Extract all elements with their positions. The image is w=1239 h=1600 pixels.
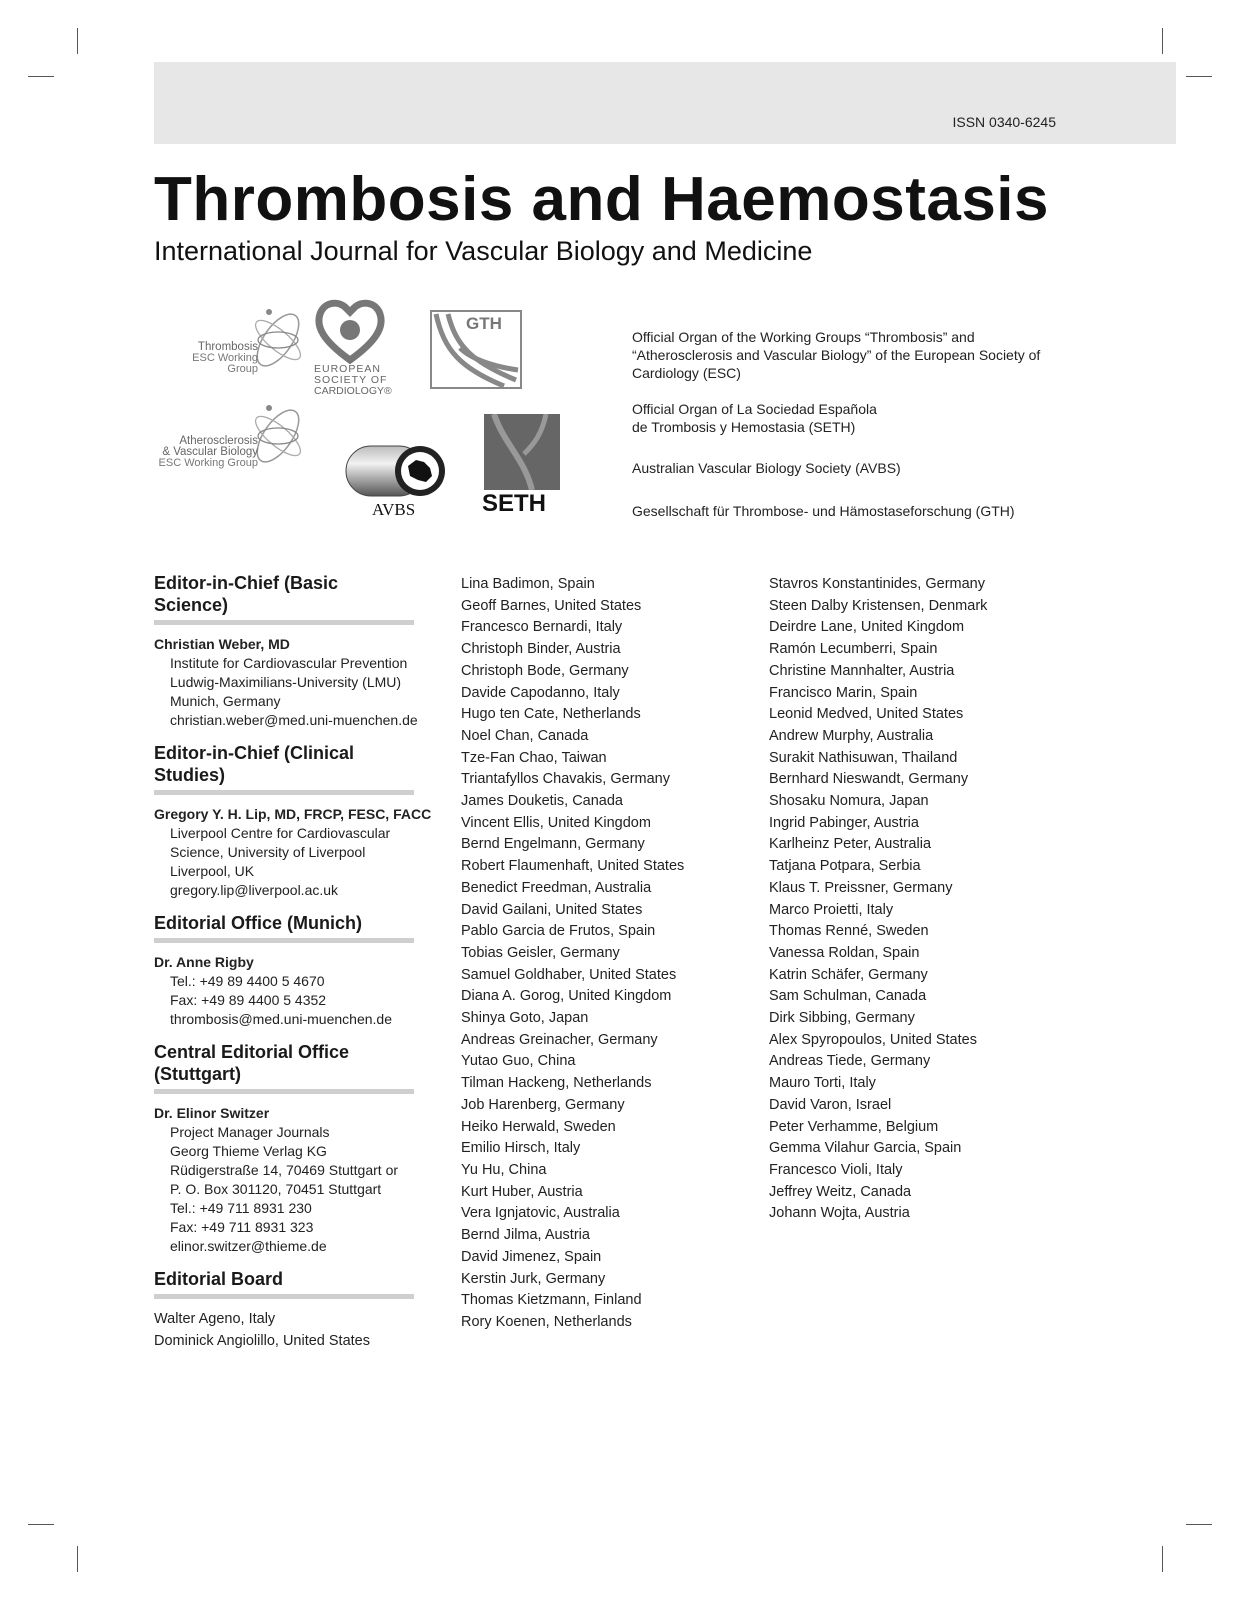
board-member: Andreas Tiede, Germany	[769, 1053, 931, 1070]
detail-line: Liverpool Centre for Cardiovascular	[170, 825, 391, 841]
board-member: Andreas Greinacher, Germany	[461, 1031, 658, 1048]
section-heading: Editorial Board	[154, 1268, 414, 1299]
board-member: Ingrid Pabinger, Austria	[769, 814, 919, 831]
board-member: Dominick Angiolillo, United States	[154, 1332, 370, 1349]
organization-statement: Official Organ of La Sociedad Española de Trombosis y Hemostasia (SETH)	[632, 401, 877, 435]
eic-clinical-section	[154, 742, 434, 900]
board-member: Dirk Sibbing, Germany	[769, 1010, 915, 1027]
detail-line: christian.weber@med.uni-muenchen.de	[170, 712, 418, 728]
board-member: Ramón Lecumberri, Spain	[769, 641, 938, 658]
logo-line: ESC Working Group	[192, 352, 258, 375]
board-member: Robert Flaumenhaft, United States	[461, 858, 685, 875]
board-member: Vera Ignjatovic, Australia	[461, 1205, 620, 1222]
avbs-tube-icon	[344, 444, 448, 500]
logo-line: Thrombosis	[197, 341, 258, 353]
seth-logo	[484, 414, 564, 518]
board-member: Shosaku Nomura, Japan	[769, 793, 929, 810]
board-member: Benedict Freedman, Australia	[461, 879, 652, 896]
board-member: Andrew Murphy, Australia	[769, 727, 934, 744]
board-member: Tze-Fan Chao, Taiwan	[461, 749, 607, 766]
detail-line: Tel.: +49 89 4400 5 4670	[170, 973, 325, 989]
crop-mark	[1162, 28, 1163, 54]
detail-line: Munich, Germany	[170, 693, 281, 709]
board-member: Peter Verhamme, Belgium	[769, 1118, 939, 1135]
board-member: Deirdre Lane, United Kingdom	[769, 619, 965, 636]
board-member: Karlheinz Peter, Australia	[769, 836, 932, 853]
crop-mark	[1162, 1546, 1163, 1572]
board-member: Thomas Renné, Sweden	[769, 923, 929, 940]
detail-line: P. O. Box 301120, 70451 Stuttgart	[170, 1181, 382, 1197]
section-heading: Editor-in-Chief (Clinical Studies)	[154, 742, 414, 795]
board-member: Triantafyllos Chavakis, Germany	[461, 771, 670, 788]
office-stuttgart-section	[154, 1041, 434, 1256]
board-member: Bernd Engelmann, Germany	[461, 836, 645, 853]
board-member: Stavros Konstantinides, Germany	[769, 576, 985, 592]
logo-line: & Vascular Biology	[162, 446, 258, 458]
gth-label: GTH	[466, 314, 502, 333]
board-member: Katrin Schäfer, Germany	[769, 966, 928, 983]
detail-line: Tel.: +49 711 8931 230	[170, 1200, 312, 1216]
header-banner	[154, 62, 1176, 144]
board-member: Yu Hu, China	[461, 1161, 547, 1178]
board-member: Thomas Kietzmann, Finland	[461, 1292, 642, 1309]
section-heading: Editor-in-Chief (Basic Science)	[154, 572, 414, 625]
avbs-label: AVBS	[372, 500, 416, 519]
board-member: Francesco Bernardi, Italy	[461, 619, 623, 636]
editors-column	[154, 572, 434, 1364]
heart-icon	[312, 298, 402, 368]
crop-mark	[1186, 76, 1212, 77]
seth-vessel-icon	[484, 414, 560, 490]
board-member: David Gailani, United States	[461, 901, 643, 918]
logo-line: EUROPEAN	[314, 363, 381, 375]
issn-number: ISSN 0340-6245	[952, 114, 1056, 130]
board-member: Lina Badimon, Spain	[461, 576, 595, 592]
board-member: Diana A. Gorog, United Kingdom	[461, 988, 672, 1005]
detail-line: Science, University of Liverpool	[170, 844, 366, 860]
section-heading	[154, 1041, 414, 1094]
journal-subtitle: International Journal for Vascular Biology and Medicine	[154, 236, 813, 266]
board-member: James Douketis, Canada	[461, 793, 623, 810]
board-member: Steen Dalby Kristensen, Denmark	[769, 597, 988, 614]
board-member: Klaus T. Preissner, Germany	[769, 879, 953, 896]
crop-mark	[28, 1524, 54, 1525]
office-munich-section	[154, 912, 434, 1029]
detail-line: Institute for Cardiovascular Prevention	[170, 655, 408, 671]
board-member: Jeffrey Weitz, Canada	[769, 1183, 912, 1200]
detail-line: Fax: +49 89 4400 5 4352	[170, 992, 327, 1008]
board-member: Christoph Bode, Germany	[461, 662, 629, 679]
board-member: Shinya Goto, Japan	[461, 1010, 589, 1027]
seth-label: SETH	[482, 490, 547, 517]
logo-line: SOCIETY OF	[314, 374, 388, 386]
detail-line: gregory.lip@liverpool.ac.uk	[170, 882, 339, 898]
board-member: Yutao Guo, China	[461, 1053, 576, 1070]
detail-line: Georg Thieme Verlag KG	[170, 1143, 327, 1159]
board-member: Walter Ageno, Italy	[154, 1311, 276, 1327]
detail-line: thrombosis@med.uni-muenchen.de	[170, 1011, 392, 1027]
board-member: Alex Spyropoulos, United States	[769, 1031, 977, 1048]
board-member: Kurt Huber, Austria	[461, 1183, 583, 1200]
journal-title: Thrombosis and Haemostasis	[154, 165, 1050, 234]
section-heading: Editorial Office (Munich)	[154, 912, 414, 943]
esc-logo	[312, 298, 402, 404]
board-member: Geoff Barnes, United States	[461, 597, 642, 614]
detail-line: Rüdigerstraße 14, 70469 Stuttgart or	[170, 1162, 399, 1178]
board-member: Davide Capodanno, Italy	[461, 684, 620, 701]
heading-line: Central Editorial Office	[154, 1042, 350, 1062]
heading-line: (Stuttgart)	[154, 1064, 241, 1084]
organization-statement: Gesellschaft für Thrombose- und Hämostaseforschung (GTH)	[632, 503, 1015, 519]
thrombosis-wg-logo	[170, 300, 310, 380]
athero-wg-logo	[150, 396, 310, 476]
board-member: Tobias Geisler, Germany	[461, 944, 620, 961]
board-member: Pablo Garcia de Frutos, Spain	[461, 923, 656, 940]
board-member: Bernhard Nieswandt, Germany	[769, 771, 969, 788]
board-member: Vincent Ellis, United Kingdom	[461, 814, 651, 831]
detail-line: Ludwig-Maximilians-University (LMU)	[170, 674, 402, 690]
board-column-3	[769, 574, 1039, 1225]
eic-basic-section	[154, 572, 434, 730]
board-member: Tilman Hackeng, Netherlands	[461, 1075, 652, 1092]
board-member: Job Harenberg, Germany	[461, 1096, 625, 1113]
person-name: Dr. Anne Rigby	[154, 954, 254, 970]
board-list	[461, 574, 731, 1334]
board-member: Sam Schulman, Canada	[769, 988, 927, 1005]
board-member: Leonid Medved, United States	[769, 706, 964, 723]
board-member: Heiko Herwald, Sweden	[461, 1118, 616, 1135]
editorial-board-section	[154, 1268, 434, 1352]
person-name: Gregory Y. H. Lip, MD, FRCP, FESC, FACC	[154, 806, 432, 822]
crop-mark	[77, 28, 78, 54]
board-member: Marco Proietti, Italy	[769, 901, 894, 918]
board-member: Christoph Binder, Austria	[461, 641, 621, 658]
crop-mark	[28, 76, 54, 77]
detail-line: elinor.switzer@thieme.de	[170, 1238, 327, 1254]
board-member: Francisco Marin, Spain	[769, 684, 918, 701]
detail-line: Fax: +49 711 8931 323	[170, 1219, 314, 1235]
board-member: Bernd Jilma, Austria	[461, 1227, 590, 1244]
board-member: Mauro Torti, Italy	[769, 1075, 876, 1092]
board-member: David Varon, Israel	[769, 1096, 892, 1113]
board-member: Vanessa Roldan, Spain	[769, 944, 920, 961]
board-member: Samuel Goldhaber, United States	[461, 966, 677, 983]
avbs-logo	[344, 444, 448, 524]
logo-line: CARDIOLOGY®	[314, 385, 392, 397]
detail-line: Liverpool, UK	[170, 863, 255, 879]
board-member: Kerstin Jurk, Germany	[461, 1270, 606, 1287]
gth-logo	[430, 310, 522, 390]
crop-mark	[77, 1546, 78, 1572]
organization-statement: Official Organ of the Working Groups “Thrombosis” and “Atherosclerosis and Vascular Biology” of the European Society of Cardiology (ESC)	[632, 329, 1041, 381]
crop-mark	[1186, 1524, 1212, 1525]
logo-line: ESC Working Group	[158, 457, 258, 469]
board-member: Johann Wojta, Austria	[769, 1205, 910, 1222]
board-member: Emilio Hirsch, Italy	[461, 1140, 581, 1157]
person-name: Christian Weber, MD	[154, 636, 290, 652]
board-list	[769, 574, 1039, 1225]
logo-line: Atherosclerosis	[179, 435, 258, 447]
board-member: Christine Mannhalter, Austria	[769, 662, 955, 679]
detail-line: Project Manager Journals	[170, 1124, 330, 1140]
board-member: Gemma Vilahur Garcia, Spain	[769, 1140, 962, 1157]
board-member: Noel Chan, Canada	[461, 727, 589, 744]
board-member: David Jimenez, Spain	[461, 1248, 602, 1265]
board-member: Hugo ten Cate, Netherlands	[461, 706, 641, 723]
board-member: Surakit Nathisuwan, Thailand	[769, 749, 958, 766]
board-member: Francesco Violi, Italy	[769, 1161, 903, 1178]
organization-statement: Australian Vascular Biology Society (AVBS)	[632, 460, 901, 476]
person-name: Dr. Elinor Switzer	[154, 1105, 270, 1121]
board-column-2	[461, 574, 731, 1334]
board-member: Rory Koenen, Netherlands	[461, 1313, 632, 1330]
board-member: Tatjana Potpara, Serbia	[769, 858, 921, 875]
